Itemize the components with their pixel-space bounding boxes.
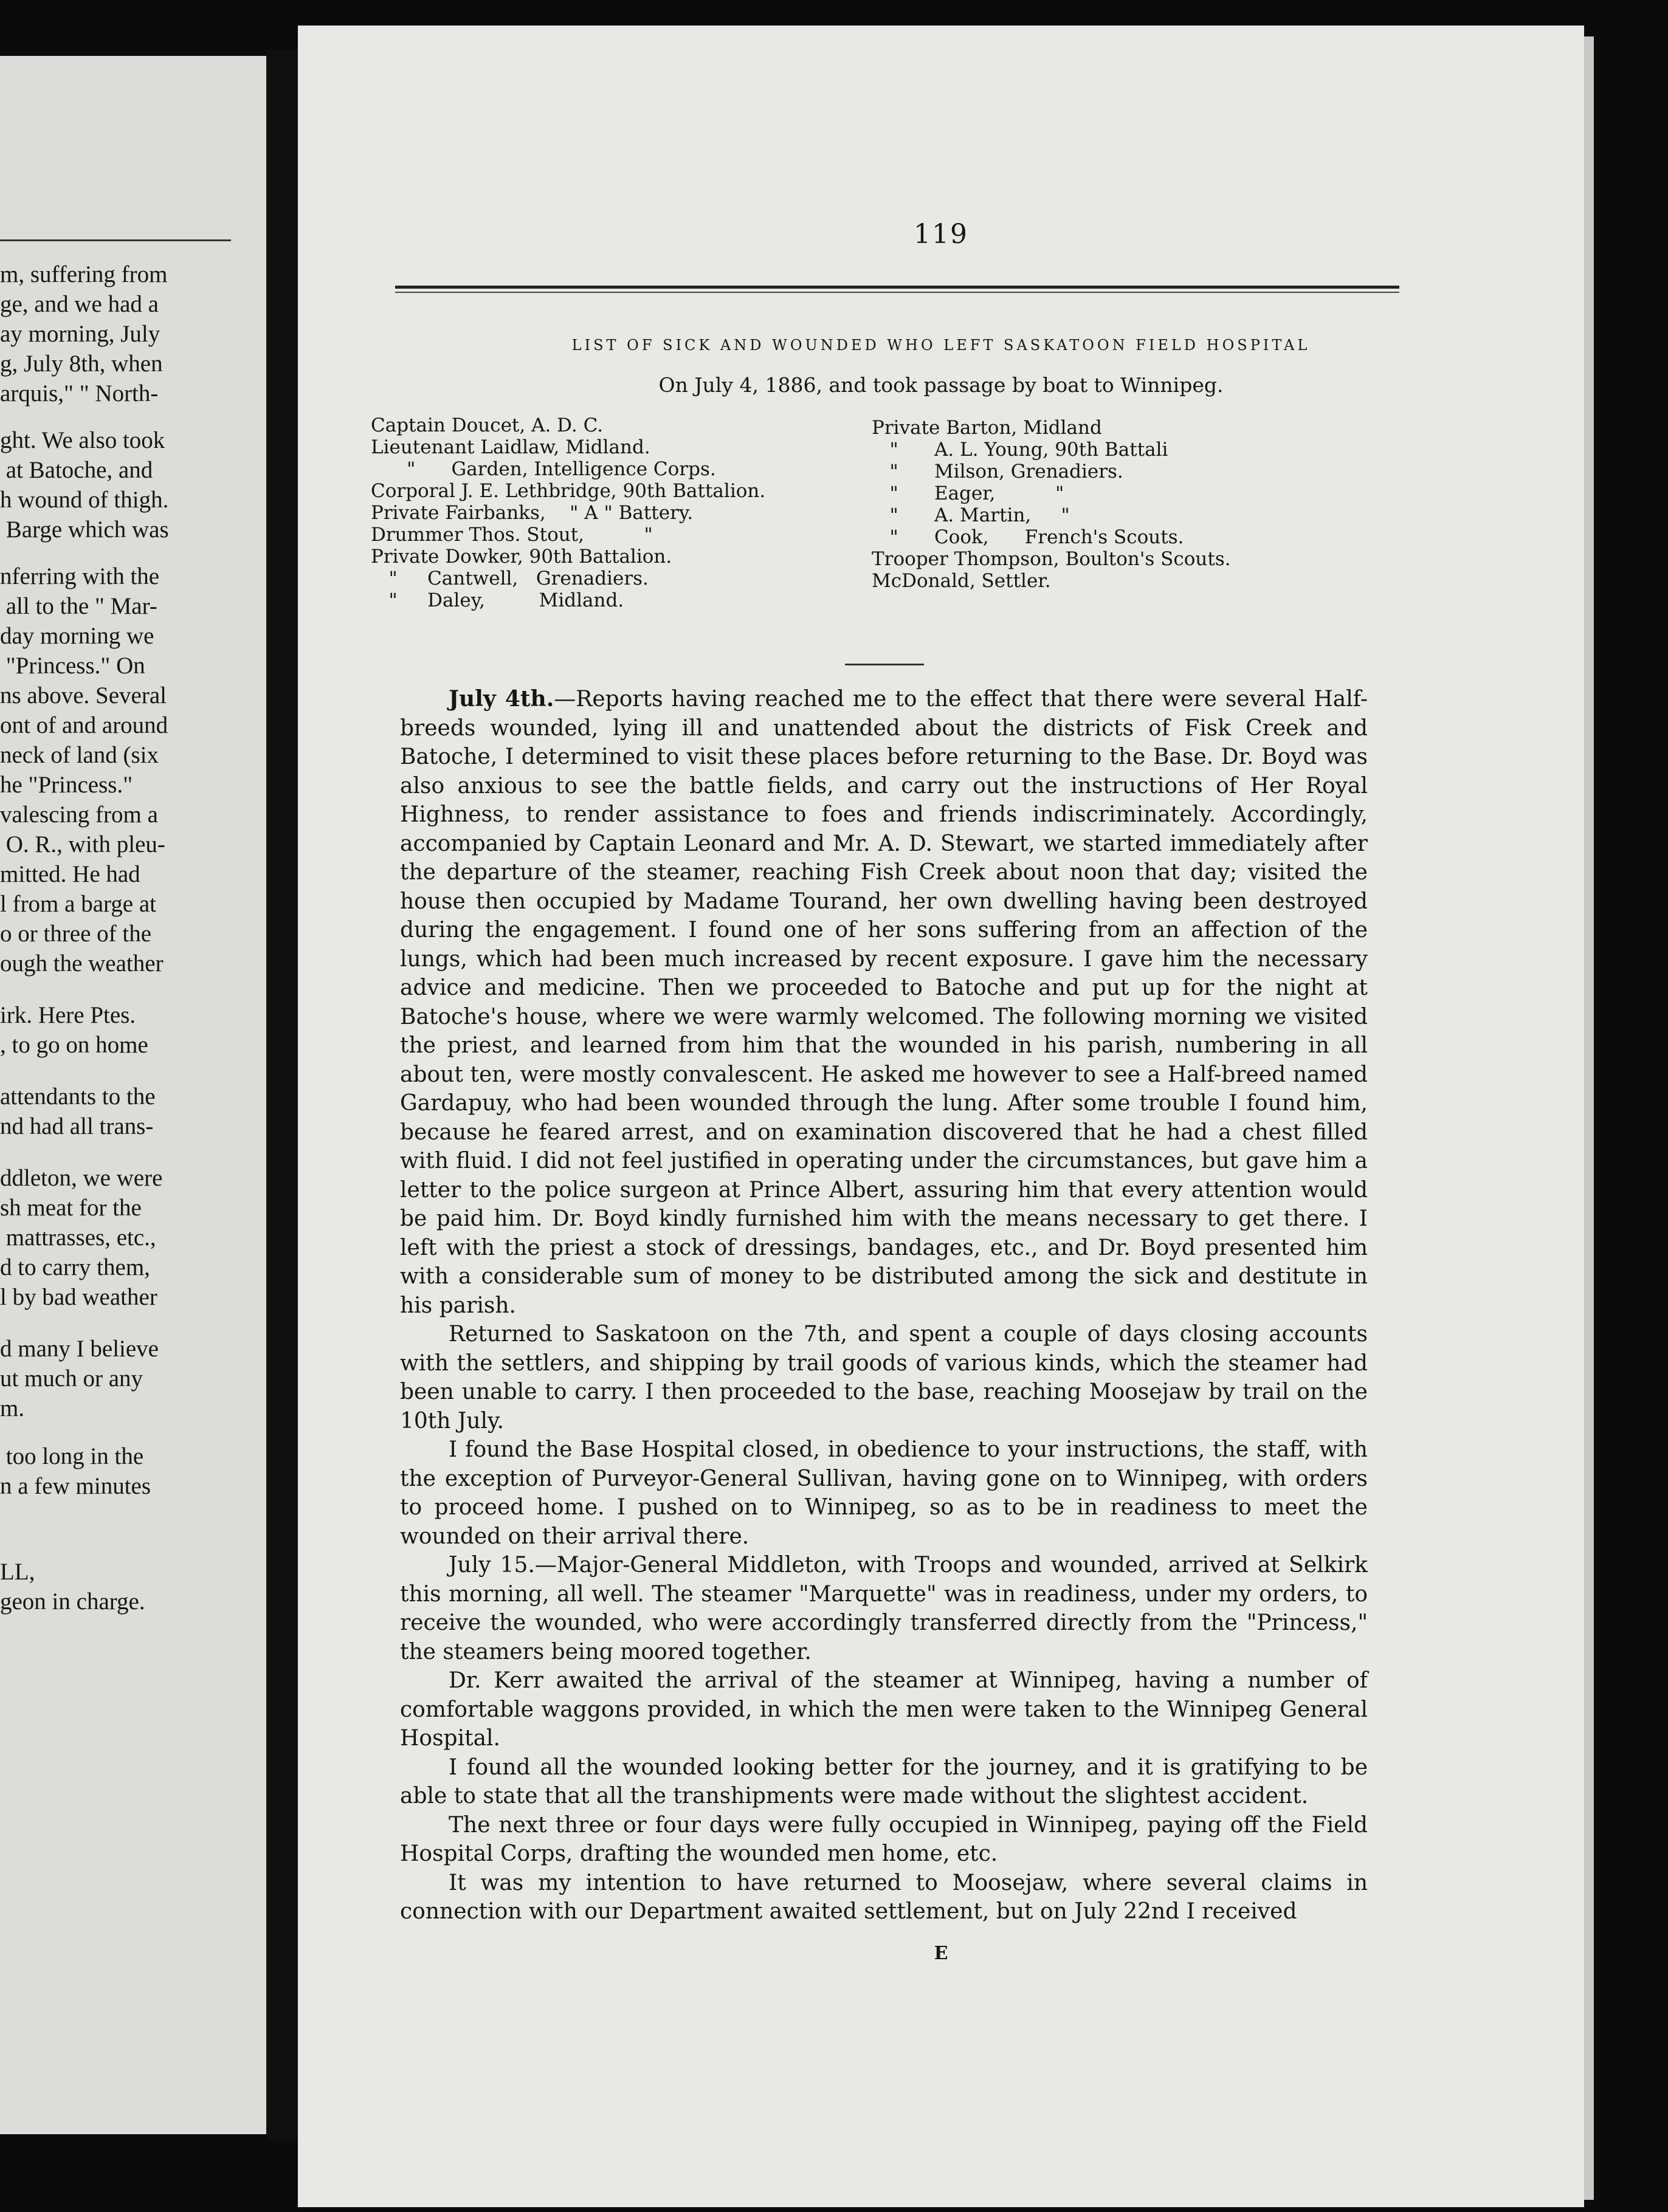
roster-entry: Lieutenant Laidlaw, Midland. xyxy=(371,436,650,458)
roster-entry: " Eager, " xyxy=(872,483,1064,504)
left-page-line: O. R., with pleu- xyxy=(0,831,165,857)
left-page-line: too long in the xyxy=(0,1443,144,1469)
paragraph-text: I found the Base Hospital closed, in obedience to your instructions, the staff, with the exception of Purveyor-General Sullivan, having gone on to Winnipeg, with orders to proceed home. I pushed on to Winnipeg, so as to be in readiness to meet the wounded on their arrival there. xyxy=(400,1437,1368,1549)
roster-entry: " Daley, Midland. xyxy=(371,589,624,611)
left-page-line: m. xyxy=(0,1395,25,1421)
paragraph xyxy=(400,685,1368,1320)
left-page-line: ge, and we had a xyxy=(0,291,159,317)
roster-right-column xyxy=(872,417,1231,592)
left-page-line: ddleton, we were xyxy=(0,1165,163,1191)
left-page-line: nd had all trans- xyxy=(0,1113,154,1139)
paragraph-text: Returned to Saskatoon on the 7th, and spent a couple of days closing accounts with the settlers, and shipping by trail goods of various kinds, which the steamer had been unable to carry. I then proceeded to the base, reaching Moosejaw by trail on the 10th July. xyxy=(400,1322,1368,1434)
left-page-line: l by bad weather xyxy=(0,1284,157,1310)
left-page-line: geon in charge. xyxy=(0,1589,145,1615)
list-heading: LIST OF SICK AND WOUNDED WHO LEFT SASKATOON FIELD HOSPITAL xyxy=(571,337,1311,354)
roster-entry: " A. Martin, " xyxy=(872,504,1070,526)
left-page-line: d to carry them, xyxy=(0,1254,150,1280)
left-page-line: mattrasses, etc., xyxy=(0,1224,156,1251)
left-page-line: neck of land (six xyxy=(0,742,159,768)
header-rule-thick xyxy=(395,286,1399,289)
left-page-line: ns above. Several xyxy=(0,682,167,709)
left-page-line: ght. We also took xyxy=(0,427,165,453)
signature-mark: E xyxy=(934,1943,948,1964)
book-gutter xyxy=(266,50,298,2140)
left-page-line: irk. Here Ptes. xyxy=(0,1002,136,1028)
paragraph-lead: July 4th. xyxy=(449,686,554,712)
paragraph-text: The next three or four days were fully occupied in Winnipeg, paying off the Field Hospital Corps, drafting the wounded men home, etc. xyxy=(400,1812,1368,1866)
left-page-line: h wound of thigh. xyxy=(0,487,169,513)
header-rule-thin xyxy=(395,292,1399,293)
paragraph xyxy=(400,1869,1368,1926)
left-page-line: mitted. He had xyxy=(0,861,140,887)
roster-entry: " Milson, Grenadiers. xyxy=(872,461,1123,483)
roster-entry: Drummer Thos. Stout, " xyxy=(371,524,653,546)
left-page-line: "Princess." On xyxy=(0,653,145,679)
left-page-line: d many I believe xyxy=(0,1336,159,1362)
left-page-line: ut much or any xyxy=(0,1365,143,1392)
paragraph xyxy=(400,1753,1368,1811)
roster-entry: Captain Doucet, A. D. C. xyxy=(371,414,604,436)
left-page-line: g, July 8th, when xyxy=(0,351,163,377)
roster-entry: Private Dowker, 90th Battalion. xyxy=(371,546,672,568)
report-body xyxy=(400,685,1368,1926)
roster-entry: " A. L. Young, 90th Battali xyxy=(872,439,1168,461)
left-page-line: valescing from a xyxy=(0,802,158,828)
left-page-line: attendants to the xyxy=(0,1084,156,1110)
paragraph xyxy=(400,1551,1368,1666)
right-page xyxy=(298,26,1584,2207)
roster-entry: " Garden, Intelligence Corps. xyxy=(371,458,716,480)
left-page-line: o or three of the xyxy=(0,921,152,947)
paragraph xyxy=(400,1811,1368,1869)
page-edge xyxy=(1584,36,1594,2200)
list-subheading: On July 4, 1886, and took passage by boat to Winnipeg. xyxy=(658,373,1224,397)
section-separator xyxy=(845,664,924,665)
paragraph-text: —Reports having reached me to the effect that there were several Half-breeds wounded, lying ill and unattended about the districts of Fisk Creek and Batoche, I determined to visit these places before returning to the Base. Dr. Boyd was also anxious to see the battle fields, and carry out the instructions of Her Royal Highness, to render assistance to foes and friends indiscriminately. Accordingly, accompanied by Captain Leonard and Mr. A. D. Stewart, we started immediately after the departure of the steamer, reaching Fish Creek about noon that day; visited the house then occupied by Madame Tourand, her own dwelling having been destroyed during the engagement. I found one of her sons suffering from an affection of the lungs, which had been much increased by recent exposure. I gave him the necessary advice and medicine. Then we proceeded to Batoche and put up for the night at Batoche's house, where we were warmly welcomed. The following morning we visited the priest, and learned from him that the wounded in his parish, numbering in all about ten, were mostly convalescent. He asked me however to see a Half-breed named Gardapuy, who had been wounded through the lung. After some trouble I found him, because he feared arrest, and on examination discovered that he had a chest filled with fluid. I did not feel justified in operating under the circumstances, but gave him a letter to the police surgeon at Prince Albert, assuring him that every attention would be paid him. Dr. Boyd kindly furnished him with the means necessary to get there. I left with the priest a stock of dressings, bandages, etc., and Dr. Boyd presented him with a considerable sum of money to be distributed among the sick and destitute in his parish. xyxy=(400,687,1368,1318)
left-page-line: nferring with the xyxy=(0,563,160,589)
paragraph-text: I found all the wounded looking better for the journey, and it is gratifying to be able to state that all the transhipments were made without the slightest accident. xyxy=(400,1754,1368,1808)
roster-entry: " Cantwell, Grenadiers. xyxy=(371,568,649,589)
roster-entry: Corporal J. E. Lethbridge, 90th Battalion. xyxy=(371,480,766,502)
roster-entry: " Cook, French's Scouts. xyxy=(872,526,1184,548)
left-page-line: Barge which was xyxy=(0,517,169,543)
left-page-line: sh meat for the xyxy=(0,1195,142,1221)
roster-left-column xyxy=(371,414,765,611)
page-number: 119 xyxy=(914,219,968,250)
paragraph-text: It was my intention to have returned to Moosejaw, where several claims in connection with our Department awaited settlement, but on July 22nd I received xyxy=(400,1870,1368,1924)
left-page-rule xyxy=(0,239,231,241)
paragraph xyxy=(400,1320,1368,1435)
paragraph-text: July 15.—Major-General Middleton, with Troops and wounded, arrived at Selkirk this morning, all well. The steamer "Marquette" was in readiness, under my orders, to receive the wounded, who were accordingly transferred directly from the "Princess," the steamers being moored together. xyxy=(400,1553,1368,1664)
left-page-line: ont of and around xyxy=(0,712,168,738)
paragraph xyxy=(400,1666,1368,1753)
left-page-line: ay morning, July xyxy=(0,321,160,347)
left-page-line: arquis," " North- xyxy=(0,380,159,407)
left-page-line: l from a barge at xyxy=(0,891,157,917)
roster-entry: Private Barton, Midland xyxy=(872,417,1102,439)
left-page-line: all to the " Mar- xyxy=(0,593,157,619)
paragraph-text: Dr. Kerr awaited the arrival of the steamer at Winnipeg, having a number of comfortable waggons provided, in which the men were taken to the Winnipeg General Hospital. xyxy=(400,1668,1368,1751)
left-page-line: he "Princess." xyxy=(0,772,133,798)
left-page-line: day morning we xyxy=(0,623,154,649)
left-page-fragment xyxy=(0,56,266,2134)
paragraph xyxy=(400,1435,1368,1551)
left-page-line: , to go on home xyxy=(0,1032,148,1058)
left-page-line: LL, xyxy=(0,1559,35,1585)
left-page-line: n a few minutes xyxy=(0,1473,151,1499)
roster-entry: Private Fairbanks, " A " Battery. xyxy=(371,502,694,524)
left-page-line: ough the weather xyxy=(0,950,164,977)
roster-entry: Trooper Thompson, Boulton's Scouts. xyxy=(872,548,1231,570)
left-page-line: m, suffering from xyxy=(0,261,168,287)
roster-entry: McDonald, Settler. xyxy=(872,570,1051,592)
left-page-line: at Batoche, and xyxy=(0,457,153,483)
